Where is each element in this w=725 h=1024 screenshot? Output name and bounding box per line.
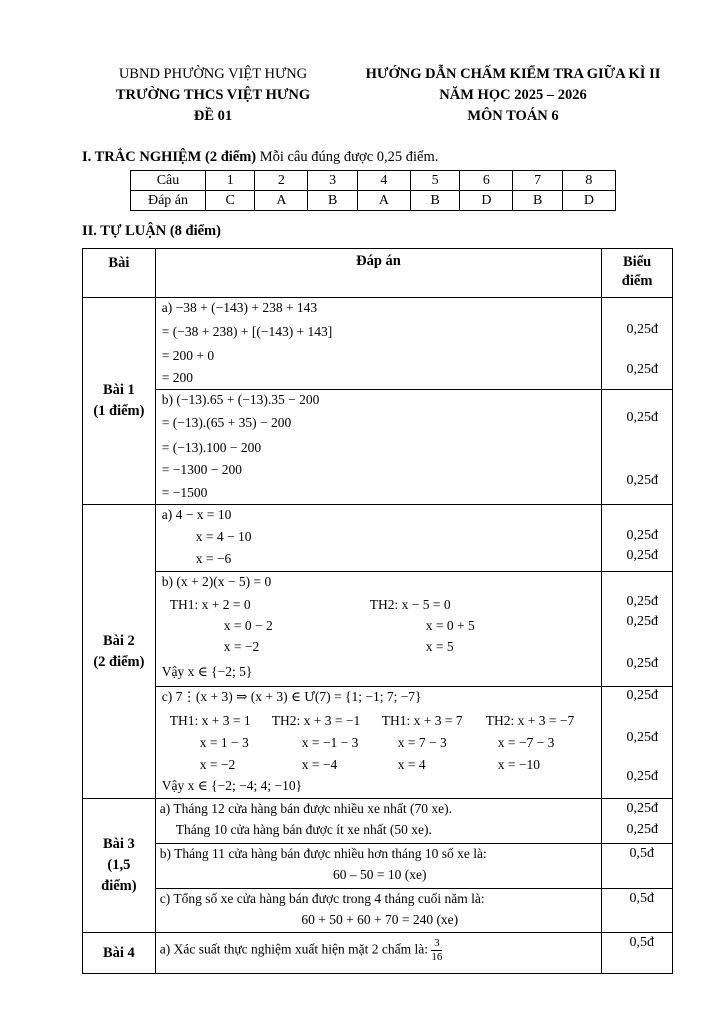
mc-answer: B	[410, 191, 459, 211]
score-value: 0,25đ	[626, 322, 658, 337]
bai2-b-score	[602, 572, 673, 687]
bai1-b-score	[602, 390, 673, 505]
bai2-label	[83, 505, 156, 799]
text-line	[160, 937, 443, 964]
bai4-a-text: a) Xác suất thực nghiệm xuất hiện mặt 2 chấm là:	[159, 941, 428, 957]
math-line: TH1: x + 2 = 0	[169, 597, 251, 612]
math-line: a) −38 + (−143) + 238 + 143	[161, 300, 318, 315]
score-value: 0,25đ	[626, 730, 658, 745]
bai1-row-a	[83, 298, 673, 390]
math-line: TH2: x + 3 = −1	[271, 713, 361, 728]
math-line: x = 1 − 3	[199, 735, 249, 750]
bai2-label-line2: (2 điểm)	[93, 653, 145, 670]
bai4-label: Bài 4	[83, 933, 156, 974]
math-line: TH1: x + 3 = 1	[169, 713, 251, 728]
math-line: x = −2	[199, 757, 236, 772]
math-line: x = 5	[425, 639, 454, 654]
mc-question: 4	[357, 171, 410, 191]
score-value: 0,25đ	[626, 410, 658, 425]
bai3-b-score	[602, 844, 673, 889]
col-header-score	[602, 249, 673, 298]
math-line: x = −2	[223, 639, 260, 654]
bai4-a-score	[602, 933, 673, 974]
mc-question: 1	[206, 171, 255, 191]
text-line: 60 + 50 + 60 + 70 = 240 (xe)	[301, 912, 459, 927]
mc-answer: D	[562, 191, 615, 211]
bai1-a-answer	[155, 298, 601, 390]
bai4-row-a	[83, 933, 673, 974]
math-line: x = 4 − 10	[195, 529, 252, 544]
fraction-numerator: 3	[431, 937, 442, 951]
essay-grading-table	[82, 248, 673, 974]
bai3-a-answer	[155, 799, 601, 844]
bai2-row-a	[83, 505, 673, 572]
math-line: x = 7 − 3	[397, 735, 447, 750]
score-value: 0,5đ	[629, 935, 654, 950]
text-line: 60 – 50 = 10 (xe)	[333, 867, 427, 882]
math-line: x = 0 − 2	[223, 618, 273, 633]
text-line: c) Tổng số xe cửa hàng bán được trong 4 tháng cuối năm là:	[159, 891, 485, 906]
school-header	[98, 64, 328, 127]
bai3-c-score	[602, 889, 673, 933]
bai2-b-answer	[155, 572, 601, 687]
bai1-b-answer	[155, 390, 601, 505]
mc-answer: B	[513, 191, 562, 211]
exam-code: ĐỀ 01	[193, 108, 233, 124]
math-line: = −1500	[161, 485, 208, 500]
mc-answer: A	[357, 191, 410, 211]
fraction-denominator: 16	[431, 951, 443, 963]
bai3-label	[83, 799, 156, 933]
score-value: 0,5đ	[629, 891, 654, 906]
mc-question: 3	[308, 171, 357, 191]
bai3-a-score	[602, 799, 673, 844]
bai3-c-answer	[155, 889, 601, 933]
bai4-a-answer	[155, 933, 601, 974]
text-line: b) Tháng 11 cửa hàng bán được nhiều hơn tháng 10 số xe là:	[159, 846, 487, 861]
bai1-label-line2: (1 điểm)	[93, 403, 145, 419]
score-value: 0,25đ	[626, 801, 658, 816]
multiple-choice-table	[130, 170, 616, 211]
mc-row-label: Câu	[131, 171, 206, 191]
bai3-row-c	[83, 889, 673, 933]
math-line: = (−13).100 − 200	[161, 440, 262, 455]
school-name: TRƯỜNG THCS VIỆT HƯNG	[115, 87, 311, 103]
math-line: x = −4	[301, 757, 338, 772]
probability-fraction	[431, 937, 442, 964]
table-header-row	[83, 249, 673, 298]
bai2-label-line1: Bài 2	[102, 632, 135, 649]
math-line: b) (x + 2)(x − 5) = 0	[161, 574, 272, 589]
score-value: 0,5đ	[629, 846, 654, 861]
score-value: 0,25đ	[626, 822, 658, 837]
mc-answer-row	[131, 191, 616, 211]
mc-answer: A	[255, 191, 308, 211]
math-line: x = 0 + 5	[425, 618, 475, 633]
text-line: Tháng 10 cửa hàng bán được ít xe nhất (50 xe).	[175, 822, 432, 837]
score-value: 0,25đ	[626, 548, 658, 563]
col-header-bai: Bài	[83, 249, 156, 298]
math-line: = 200 + 0	[161, 348, 215, 363]
bai1-row-b	[83, 390, 673, 505]
bai2-c-answer	[155, 687, 601, 799]
math-line: TH2: x − 5 = 0	[369, 597, 451, 612]
mc-answer: B	[308, 191, 357, 211]
col-header-score-line2: điểm	[621, 273, 653, 289]
bai3-label-line2: (1,5	[107, 857, 131, 873]
score-value: 0,25đ	[626, 528, 658, 543]
score-value: 0,25đ	[626, 362, 658, 377]
part2-title: II. TỰ LUẬN (8 điểm)	[82, 223, 221, 239]
math-line: = −1300 − 200	[161, 462, 242, 477]
score-value: 0,25đ	[626, 656, 658, 671]
mc-question: 6	[460, 171, 513, 191]
math-line: = 200	[161, 370, 194, 385]
math-line: x = −7 − 3	[497, 735, 555, 750]
bai2-row-b	[83, 572, 673, 687]
doc-title: HƯỚNG DẪN CHẤM KIỂM TRA GIỮA KÌ II	[365, 66, 661, 82]
math-line: x = 4	[397, 757, 426, 772]
mc-question: 8	[562, 171, 615, 191]
text-line: a) Tháng 12 cửa hàng bán được nhiều xe nhất (70 xe).	[159, 801, 452, 816]
math-line: c) 7⋮(x + 3) ⇒ (x + 3) ∈ Ư(7) = {1; −1; 7; −7}	[161, 689, 422, 704]
col-header-dapan: Đáp án	[155, 249, 601, 298]
subject: MÔN TOÁN 6	[467, 108, 559, 124]
mc-row-label: Đáp án	[131, 191, 206, 211]
bai3-b-answer	[155, 844, 601, 889]
bai2-c-score	[602, 687, 673, 799]
mc-answer: D	[460, 191, 513, 211]
part1-title: I. TRẮC NGHIỆM (2 điểm)	[82, 149, 257, 165]
score-value: 0,25đ	[626, 614, 658, 629]
mc-question: 7	[513, 171, 562, 191]
math-line: Vậy x ∈ {−2; −4; 4; −10}	[161, 778, 303, 793]
bai1-label	[83, 298, 156, 505]
math-line: a) 4 − x = 10	[161, 507, 232, 522]
mc-answer: C	[206, 191, 255, 211]
mc-question: 2	[255, 171, 308, 191]
math-line: Vậy x ∈ {−2; 5}	[161, 664, 253, 679]
mc-question-row	[131, 171, 616, 191]
bai1-a-score	[602, 298, 673, 390]
ward-name: UBND PHƯỜNG VIỆT HƯNG	[118, 66, 308, 82]
doc-title-block	[348, 64, 678, 127]
bai3-label-line3: điểm)	[101, 878, 137, 894]
math-line: TH1: x + 3 = 7	[381, 713, 463, 728]
score-value: 0,25đ	[626, 594, 658, 609]
math-line: TH2: x + 3 = −7	[485, 713, 575, 728]
bai2-row-c	[83, 687, 673, 799]
school-year: NĂM HỌC 2025 – 2026	[439, 87, 587, 103]
bai2-a-answer	[155, 505, 601, 572]
mc-question: 5	[410, 171, 459, 191]
bai3-label-line1: Bài 3	[102, 836, 135, 852]
math-line: b) (−13).65 + (−13).35 − 200	[161, 392, 320, 407]
bai1-label-line1: Bài 1	[102, 382, 135, 398]
score-value: 0,25đ	[626, 473, 658, 488]
math-line: x = −6	[195, 551, 232, 566]
part1-heading	[82, 149, 438, 166]
bai2-a-score	[602, 505, 673, 572]
math-line: x = −1 − 3	[301, 735, 359, 750]
math-line: = (−38 + 238) + [(−143) + 143]	[161, 324, 333, 339]
col-header-score-line1: Biểu	[623, 254, 652, 270]
math-line: x = −10	[497, 757, 540, 772]
part1-note: Mỗi câu đúng được 0,25 điểm.	[256, 149, 439, 165]
math-line: = (−13).(65 + 35) − 200	[161, 415, 292, 430]
bai3-row-a	[83, 799, 673, 844]
bai3-row-b	[83, 844, 673, 889]
score-value: 0,25đ	[626, 769, 658, 784]
score-value: 0,25đ	[626, 688, 658, 703]
